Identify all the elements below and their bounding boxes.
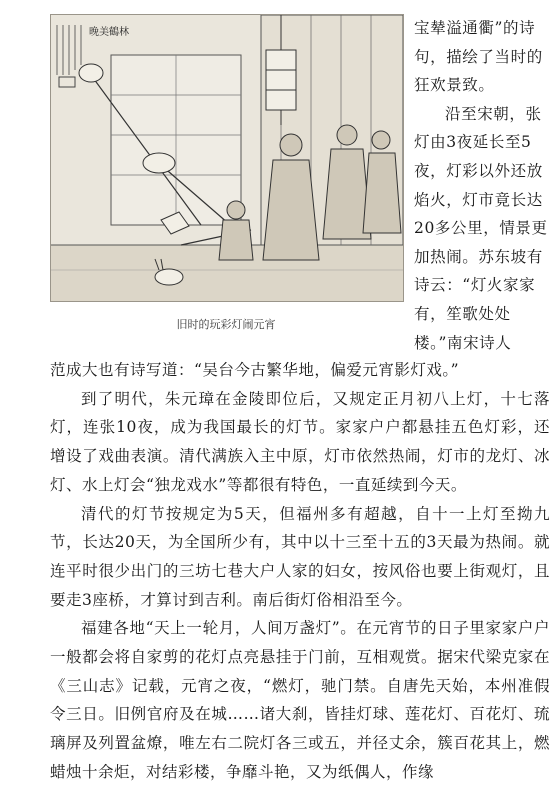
lantern-illustration bbox=[50, 14, 404, 302]
body-paragraph: 清代的灯节按规定为5天，但福州多有超越，自十一上灯至拗九节，长达20天，为全国所少有，其中以十三至十五的3天最为热闹。就连平时很少出门的三坊七巷大户人家的妇女，按风俗也要上街观灯，且要走3座桥，才算讨到吉利。南后街灯俗相沿至今。 bbox=[50, 504, 550, 609]
body-paragraph: 福建各地“天上一轮月，人间万盏灯”。在元宵节的日子里家家户户一般都会将自家剪的花灯点亮悬挂于门前，互相观赏。据宋代梁克家在《三山志》记载，元宵之夜，“燃灯，驰门禁。自唐先天始，本州准假令三日。旧例官府及在城……诸大刹，皆挂灯球、莲花灯、百花灯、琉璃屏及列置盆燎，唯左右二院灯各三或五，并径丈余，簇百花其上，燃蜡烛十余炬，对结彩楼，争靡斗艳，又为纸偶人，作缘 bbox=[50, 619, 550, 781]
body-text bbox=[50, 356, 550, 787]
side-paragraph: 宝辇溢通衢”的诗句，描绘了当时的狂欢景致。 bbox=[414, 19, 543, 95]
woodblock-print-lantern-scene-icon bbox=[51, 15, 403, 301]
body-paragraph: 到了明代，朱元璋在金陵即位后，又规定正月初八上灯，十七落灯，连张10夜，成为我国最长的灯节。家家户户都悬挂五色灯彩，还增设了戏曲表演。清代满族入主中原，灯市依然热闹，灯市的龙灯、冰灯、水上灯会“独龙戏水”等都很有特色，一直延续到今天。 bbox=[50, 389, 550, 494]
body-paragraph: 范成大也有诗写道：“吴台今古繁华地，偏爱元宵影灯戏。” bbox=[50, 361, 460, 379]
side-column-text bbox=[414, 14, 548, 357]
inscription-title: 晚美鶴林 bbox=[89, 27, 129, 38]
side-paragraph: 沿至宋朝，张灯由3夜延长至5夜，灯彩以外还放焰火，灯市竟长达20多公里，情景更加热闹。苏东坡有诗云：“灯火家家有，笙歌处处楼。”南宋诗人 bbox=[414, 104, 548, 352]
figure-caption: 旧时的玩彩灯闹元宵 bbox=[176, 318, 276, 331]
